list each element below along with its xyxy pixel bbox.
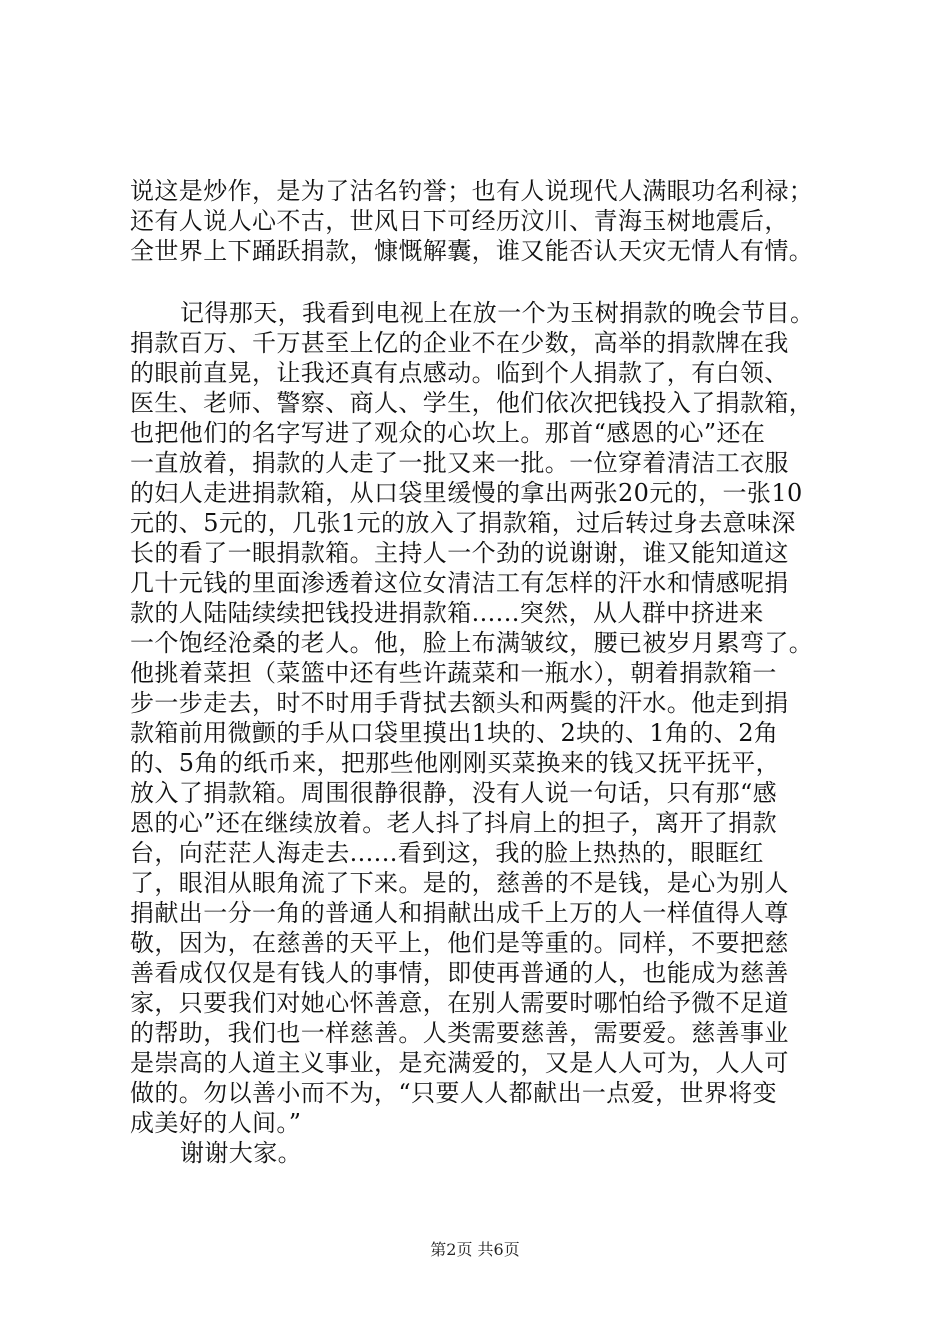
paragraph-1-line-2: 还有人说人心不古，世风日下可经历汶川、青海玉树地震后， <box>130 207 789 235</box>
paragraph-2-line-14: 步一步走去，时不时用手背拭去额头和两鬓的汗水。他走到捐 <box>130 689 789 717</box>
paragraph-2-line-24: 家，只要我们对她心怀善意，在别人需要时哪怕给予微不足道 <box>130 989 789 1017</box>
paragraph-2-line-4: 医生、老师、警察、商人、学生，他们依次把钱投入了捐款箱， <box>130 389 814 417</box>
paragraph-2-line-27: 做的。勿以善小而不为，“只要人人都献出一点爱，世界将变 <box>130 1079 778 1107</box>
paragraph-2-line-25: 的帮助，我们也一样慈善。人类需要慈善，需要爱。慈善事业 <box>130 1019 789 1047</box>
paragraph-2-line-11: 款的人陆陆续续把钱投进捐款箱......突然，从人群中挤进来 <box>130 599 764 627</box>
paragraph-2-line-5: 也把他们的名字写进了观众的心坎上。那首“感恩的心”还在 <box>130 419 766 447</box>
paragraph-2-line-8: 元的、5元的，几张1元的放入了捐款箱，过后转过身去意味深 <box>130 509 796 537</box>
paragraph-2-line-21: 捐献出一分一角的普通人和捐献出成千上万的人一样值得人尊 <box>130 899 789 927</box>
paragraph-2-line-10: 几十元钱的里面渗透着这位女清洁工有怎样的汗水和情感呢捐 <box>130 569 789 597</box>
paragraph-2-line-23: 善看成仅仅是有钱人的事情，即使再普通的人，也能成为慈善 <box>130 959 789 987</box>
paragraph-2-line-6: 一直放着，捐款的人走了一批又来一批。一位穿着清洁工衣服 <box>130 449 789 477</box>
paragraph-2-line-16: 的、5角的纸币来，把那些他刚刚买菜换来的钱又抚平抚平， <box>130 749 781 777</box>
paragraph-2-line-19: 台，向茫茫人海走去......看到这，我的脸上热热的，眼眶红 <box>130 839 764 867</box>
paragraph-2-line-15: 款箱前用微颤的手从口袋里摸出1块的、2块的、1角的、2角 <box>130 719 779 747</box>
paragraph-2-line-22: 敬，因为，在慈善的天平上，他们是等重的。同样，不要把慈 <box>130 929 789 957</box>
paragraph-2-line-7: 的妇人走进捐款箱，从口袋里缓慢的拿出两张20元的，一张10 <box>130 479 803 507</box>
paragraph-2-line-3: 的眼前直晃，让我还真有点感动。临到个人捐款了，有白领、 <box>130 359 789 387</box>
paragraph-2-line-13: 他挑着菜担（菜篮中还有些许蔬菜和一瓶水），朝着捐款箱一 <box>130 659 777 687</box>
paragraph-1-line-1: 说这是炒作，是为了沽名钓誉；也有人说现代人满眼功名利禄； <box>130 177 814 205</box>
paragraph-2-line-9: 长的看了一眼捐款箱。主持人一个劲的说谢谢，谁又能知道这 <box>130 539 789 567</box>
closing-line: 谢谢大家。 <box>180 1139 302 1167</box>
page-number-footer: 第2页 共6页 <box>430 1240 520 1259</box>
paragraph-2-line-20: 了，眼泪从眼角流了下来。是的，慈善的不是钱，是心为别人 <box>130 869 789 897</box>
paragraph-1-line-3: 全世界上下踊跃捐款，慷慨解囊，谁又能否认天灾无情人有情。 <box>130 237 814 265</box>
paragraph-2-line-12: 一个饱经沧桑的老人。他，脸上布满皱纹，腰已被岁月累弯了。 <box>130 629 814 657</box>
paragraph-2-line-26: 是崇高的人道主义事业，是充满爱的，又是人人可为，人人可 <box>130 1049 789 1077</box>
paragraph-2-line-2: 捐款百万、千万甚至上亿的企业不在少数，高举的捐款牌在我 <box>130 329 789 357</box>
paragraph-2-line-17: 放入了捐款箱。周围很静很静，没有人说一句话，只有那“感 <box>130 779 778 807</box>
paragraph-2-line-18: 恩的心”还在继续放着。老人抖了抖肩上的担子，离开了捐款 <box>130 809 778 837</box>
paragraph-2-line-1: 记得那天，我看到电视上在放一个为玉树捐款的晚会节目。 <box>180 299 815 327</box>
paragraph-2-line-28: 成美好的人间。” <box>130 1109 302 1137</box>
